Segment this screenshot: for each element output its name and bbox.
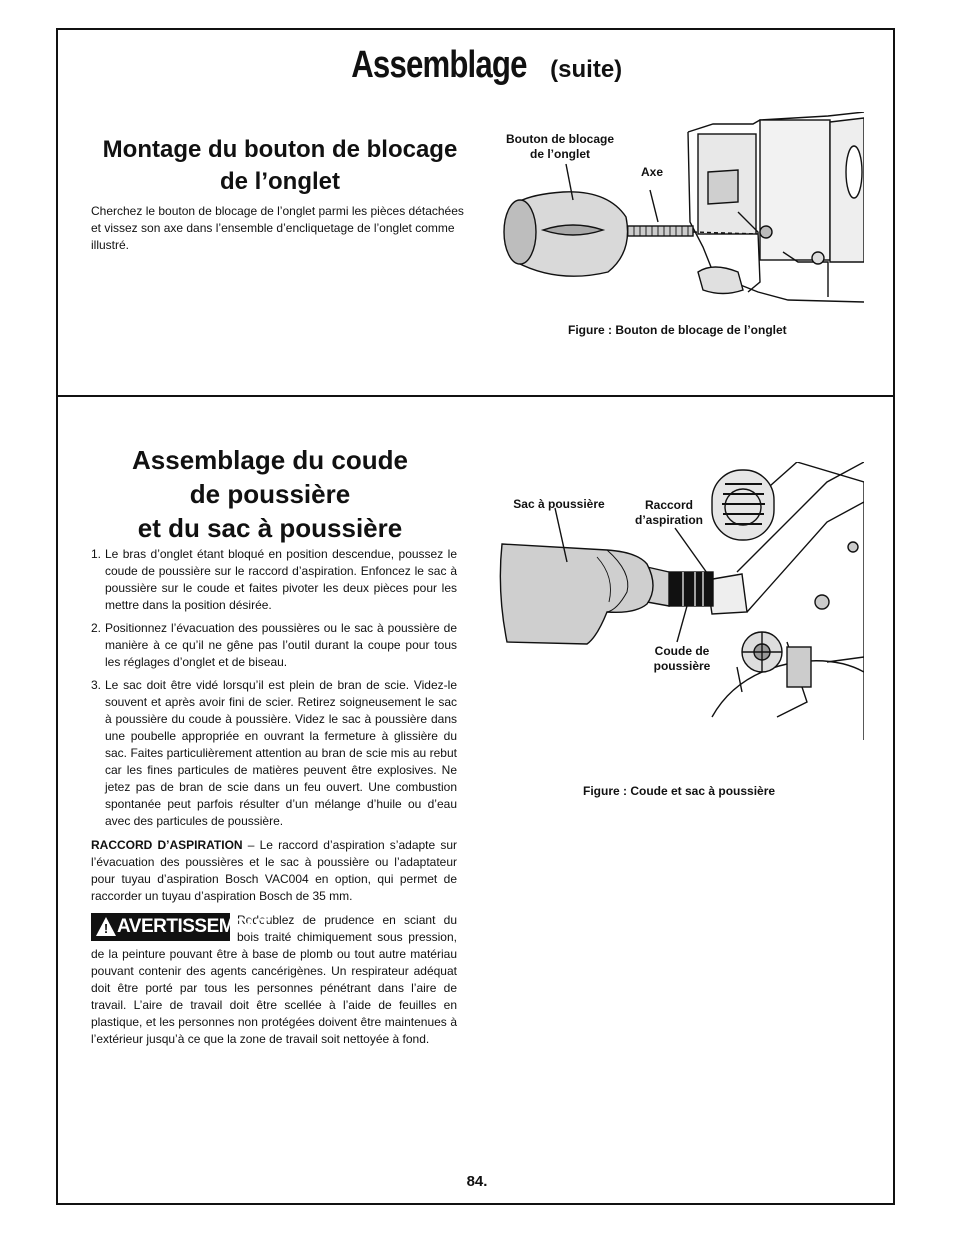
page-title <box>0 44 954 87</box>
section1-heading <box>90 134 470 198</box>
label-coude-line1: Coude de <box>654 644 710 658</box>
raccord-text: – Le raccord d’aspiration s’adapte sur l’évacuation des poussières et le sac à poussière ou l’adaptateur pour tuyau d’aspiration Bosch VAC004 en option, qui permet de raccorder un tuyau d’aspiration Bosch de 35 mm. <box>91 838 458 903</box>
label-axis: Axe <box>640 165 663 179</box>
section2-heading-line1: Assemblage du coude <box>132 445 408 475</box>
exclamation-icon: ! <box>103 921 109 936</box>
section1-body: Cherchez le bouton de blocage de l’onglet parmi les pièces détachées et vissez son axe dans l’ensemble d’encliquetage de l’onglet comme illustré. <box>91 204 464 252</box>
warning-badge: AVERTISSEMENT <box>91 913 230 941</box>
step-number: 3. <box>91 678 102 692</box>
section2-heading-line2: de poussière <box>189 479 351 509</box>
list-item <box>91 677 457 830</box>
label-knob-line2: de l’onglet <box>530 147 590 161</box>
step-text: Positionnez l’évacuation des poussières ou le sac à poussière de manière à ce qu’il ne gêne pas l’outil durant la coupe pour tous les réglages d’onglet et de biseau. <box>105 621 457 669</box>
figure1-caption: Figure : Bouton de blocage de l’onglet <box>568 323 787 337</box>
section1-heading-line1: Montage du bouton de blocage <box>102 136 458 163</box>
warning-text: Redoublez de prudence en sciant du bois traité chimiquement sous pression, de la peinture pouvant être à base de plomb ou tout autre matériau pouvant contenir des agents cancérigènes. Un respirateur adéquat doit être porté par tous les personnes pénétrant dans l’aire de travail. L’aire de travail doit être scellée à l’aide de feuilles en plastique, et les personnes non protégées doivent être maintenues à l’extérieur jusqu’à ce que la zone de travail soit nettoyée à fond. <box>91 913 457 1046</box>
section-divider <box>56 395 895 397</box>
list-item <box>91 546 457 614</box>
label-raccord-line2: d’aspiration <box>634 513 703 527</box>
label-coude-line2: poussière <box>653 659 711 673</box>
page-title-main: Assemblage <box>351 44 527 86</box>
page-title-sub: (suite) <box>550 56 623 83</box>
steps-list <box>91 546 457 836</box>
label-knob-line1: Bouton de blocage <box>506 132 614 146</box>
page-number: 84. <box>466 1173 488 1190</box>
label-raccord-line1: Raccord <box>644 498 694 512</box>
section2-heading-line3: et du sac à poussière <box>137 513 403 543</box>
label-raccord <box>628 498 710 528</box>
figure2-caption: Figure : Coude et sac à poussière <box>583 784 776 798</box>
raccord-label: RACCORD D’ASPIRATION <box>91 838 243 852</box>
label-knob <box>498 132 622 162</box>
label-bag: Sac à poussière <box>513 497 605 511</box>
step-number: 2. <box>91 621 102 635</box>
raccord-paragraph <box>91 837 457 905</box>
label-coude <box>642 644 722 674</box>
section1-heading-line2: de l’onglet <box>220 168 340 195</box>
step-number: 1. <box>91 547 102 561</box>
list-item <box>91 620 457 671</box>
step-text: Le bras d’onglet étant bloqué en position descendue, poussez le coude de poussière sur le raccord d’aspiration. Enfoncez le sac à poussière sur le coude et faites pivoter les deux pièces pour les mettre dans la position désirée. <box>105 547 457 612</box>
step-text: Le sac doit être vidé lorsqu’il est plein de bran de scie. Videz-le souvent et après avoir fini de scier. Retirez soigneusement le sac à poussière du coude à poussière. Videz le sac à poussière dans une poubelle appropriée en ouvrant la fermeture à glissière du sac. Faites particulièrement attention au bran de scie mis au rebut car les fines particules de matières peuvent être explosives. Ne jetez pas de bran de scie dans un feu ouvert. Une combustion spontanée peut parfois résulter d’un mélange d’huile ou d’eau avec des particules de poussière. <box>105 678 457 828</box>
section2-heading <box>80 443 460 545</box>
